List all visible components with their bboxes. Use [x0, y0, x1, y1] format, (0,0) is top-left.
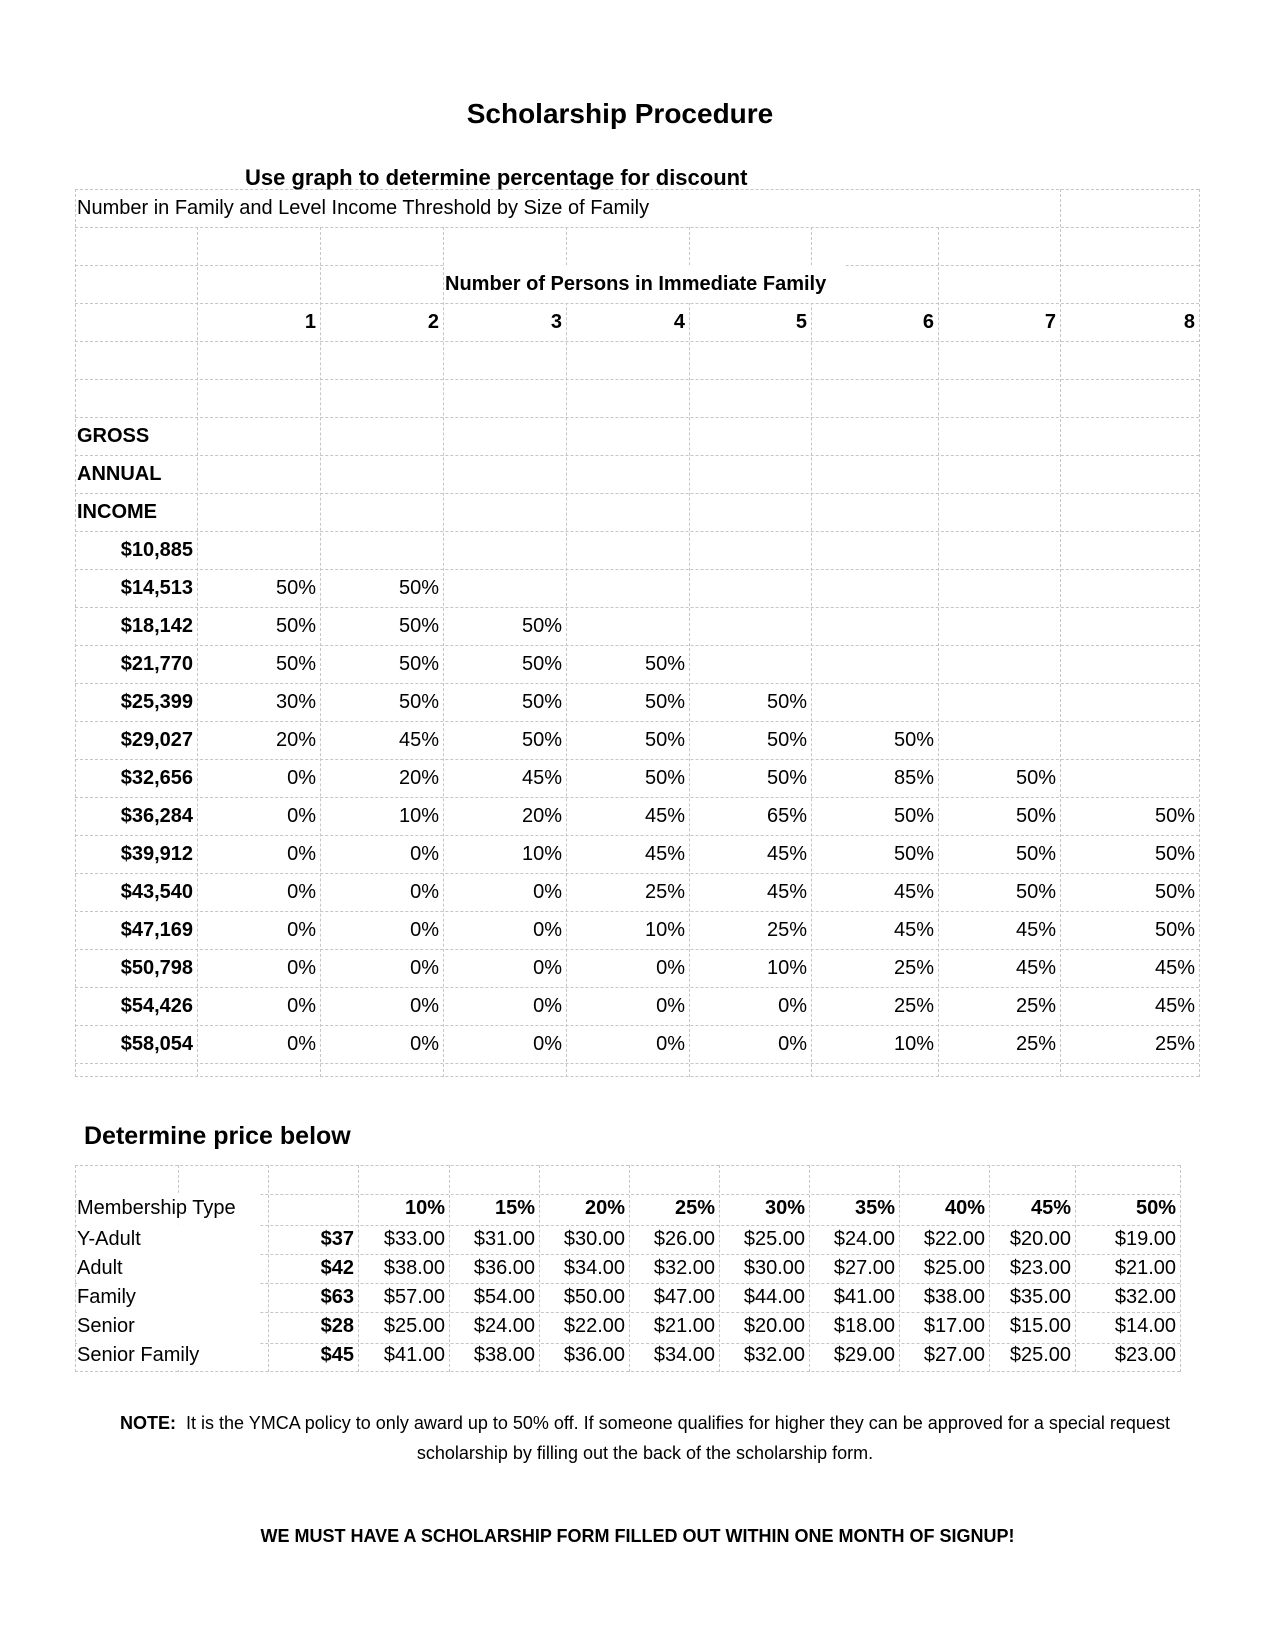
- discount-percent: 25%: [644, 881, 685, 903]
- discounted-price: $22.00: [923, 1228, 985, 1250]
- discount-percent: 25%: [1154, 1033, 1195, 1055]
- discount-percent: 85%: [893, 767, 934, 789]
- discounted-price: $20.00: [1009, 1228, 1071, 1250]
- discount-column-header: 50%: [1135, 1197, 1176, 1219]
- discount-percent: [1060, 531, 1195, 569]
- family-size-1: 1: [304, 311, 316, 333]
- discounted-price: $26.00: [653, 1228, 715, 1250]
- discount-percent: 50%: [766, 691, 807, 713]
- discount-percent: 45%: [766, 843, 807, 865]
- discount-percent: 50%: [644, 691, 685, 713]
- base-price: $37: [320, 1228, 354, 1250]
- grid-line: [1180, 1165, 1181, 1372]
- policy-note: [80, 1408, 1210, 1468]
- discount-percent: 45%: [766, 881, 807, 903]
- discount-percent: 0%: [287, 843, 316, 865]
- discount-percent: 0%: [656, 1033, 685, 1055]
- discount-column-header: 10%: [404, 1197, 445, 1219]
- discounted-price: $27.00: [923, 1344, 985, 1366]
- discount-column-header: 20%: [584, 1197, 625, 1219]
- grid-line: [75, 341, 1199, 342]
- discounted-price: $44.00: [743, 1286, 805, 1308]
- income-threshold: $54,426: [120, 995, 193, 1017]
- discount-percent: 50%: [766, 767, 807, 789]
- discount-percent: 30%: [275, 691, 316, 713]
- discounted-price: $20.00: [743, 1315, 805, 1337]
- discount-percent: 20%: [275, 729, 316, 751]
- income-threshold: $14,513: [120, 577, 193, 599]
- discount-percent: 0%: [410, 919, 439, 941]
- discount-percent: [811, 645, 934, 683]
- discounted-price: $25.00: [383, 1315, 445, 1337]
- grid-line: [75, 455, 1199, 456]
- income-threshold: $50,798: [120, 957, 193, 979]
- discount-percent: 0%: [410, 1033, 439, 1055]
- discounted-price: $41.00: [833, 1286, 895, 1308]
- income-label-line: INCOME: [77, 501, 157, 523]
- discount-percent: 50%: [398, 615, 439, 637]
- discount-percent: 50%: [1015, 767, 1056, 789]
- discount-percent: 50%: [644, 653, 685, 675]
- discounted-price: $21.00: [1114, 1257, 1176, 1279]
- discounted-price: $27.00: [833, 1257, 895, 1279]
- discount-percent: 0%: [533, 881, 562, 903]
- base-price: $42: [320, 1257, 354, 1279]
- grid-line: [75, 1165, 76, 1372]
- discount-percent: [443, 569, 562, 607]
- discount-percent: [689, 531, 807, 569]
- income-label-line: GROSS: [77, 425, 150, 447]
- income-threshold: $18,142: [120, 615, 193, 637]
- discount-percent: 25%: [766, 919, 807, 941]
- discount-percent: 50%: [644, 767, 685, 789]
- discount-percent: 20%: [398, 767, 439, 789]
- discount-percent: [1060, 645, 1195, 683]
- discount-percent: 0%: [410, 957, 439, 979]
- discount-percent: [566, 607, 685, 645]
- discount-percent: 45%: [1015, 919, 1056, 941]
- grid-line: [75, 1165, 1180, 1166]
- discount-percent: 10%: [644, 919, 685, 941]
- discount-percent: 45%: [1154, 995, 1195, 1017]
- discount-percent: 0%: [778, 1033, 807, 1055]
- discount-percent: [811, 683, 934, 721]
- discount-column-header: 35%: [854, 1197, 895, 1219]
- discounted-price: $23.00: [1114, 1344, 1176, 1366]
- income-threshold: $36,284: [120, 805, 193, 827]
- discounted-price: $17.00: [923, 1315, 985, 1337]
- grid-line: [75, 227, 1199, 228]
- discount-percent: 50%: [1154, 843, 1195, 865]
- discount-percent: [938, 721, 1056, 759]
- discounted-price: $23.00: [1009, 1257, 1071, 1279]
- discount-percent: 50%: [1154, 881, 1195, 903]
- discount-percent: [689, 645, 807, 683]
- family-size-2: 2: [427, 311, 439, 333]
- discount-percent: 50%: [275, 653, 316, 675]
- discount-percent: 0%: [533, 1033, 562, 1055]
- base-price: $63: [320, 1286, 354, 1308]
- income-threshold: $43,540: [120, 881, 193, 903]
- discounted-price: $30.00: [743, 1257, 805, 1279]
- discount-percent: [689, 569, 807, 607]
- discount-percent: 50%: [275, 615, 316, 637]
- membership-type-header: Membership Type: [77, 1194, 260, 1223]
- discount-percent: 0%: [656, 995, 685, 1017]
- discount-percent: 0%: [533, 995, 562, 1017]
- base-price: $45: [320, 1344, 354, 1366]
- grid-line: [75, 417, 1199, 418]
- membership-type: Senior Family: [77, 1341, 260, 1370]
- discount-percent: [938, 645, 1056, 683]
- discount-percent: 50%: [521, 615, 562, 637]
- discount-percent: [689, 607, 807, 645]
- discounted-price: $33.00: [383, 1228, 445, 1250]
- discount-percent: 50%: [1154, 805, 1195, 827]
- discount-percent: [811, 569, 934, 607]
- discount-percent: [566, 569, 685, 607]
- discount-percent: 50%: [766, 729, 807, 751]
- discount-percent: 0%: [410, 881, 439, 903]
- grid-line: [75, 493, 1199, 494]
- discount-percent: [938, 531, 1056, 569]
- discount-percent: 50%: [521, 653, 562, 675]
- discount-percent: 45%: [1154, 957, 1195, 979]
- grid-line: [75, 379, 1199, 380]
- discount-column-header: 25%: [674, 1197, 715, 1219]
- discount-percent: 65%: [766, 805, 807, 827]
- income-label-line: ANNUAL: [77, 463, 162, 485]
- discounted-price: $22.00: [563, 1315, 625, 1337]
- discount-percent: 50%: [398, 653, 439, 675]
- income-threshold: $32,656: [120, 767, 193, 789]
- discount-percent: [1060, 607, 1195, 645]
- discount-percent: 25%: [893, 957, 934, 979]
- discounted-price: $57.00: [383, 1286, 445, 1308]
- table-instruction: Use graph to determine percentage for discount: [245, 165, 748, 190]
- discount-percent: 0%: [533, 919, 562, 941]
- discount-column-header: 40%: [944, 1197, 985, 1219]
- membership-type: Y-Adult: [77, 1225, 260, 1254]
- grid-line: [75, 1063, 1199, 1064]
- income-threshold: $21,770: [120, 653, 193, 675]
- discount-percent: [566, 531, 685, 569]
- discounted-price: $18.00: [833, 1315, 895, 1337]
- discount-percent: 0%: [778, 995, 807, 1017]
- discounted-price: $41.00: [383, 1344, 445, 1366]
- discount-percent: 45%: [644, 843, 685, 865]
- table-caption: Number in Family and Level Income Threshold by Size of Family: [77, 197, 650, 219]
- page-title: Scholarship Procedure: [466, 98, 774, 129]
- discount-percent: 50%: [893, 843, 934, 865]
- discount-percent: 0%: [287, 1033, 316, 1055]
- discounted-price: $30.00: [563, 1228, 625, 1250]
- discount-percent: 50%: [1154, 919, 1195, 941]
- discount-percent: [320, 531, 439, 569]
- grid-line: [75, 1076, 1199, 1077]
- income-threshold-table: [75, 189, 1199, 1077]
- discount-percent: [443, 531, 562, 569]
- discounted-price: $32.00: [743, 1344, 805, 1366]
- discount-percent: [811, 531, 934, 569]
- discounted-price: $54.00: [473, 1286, 535, 1308]
- discounted-price: $14.00: [1114, 1315, 1176, 1337]
- discount-percent: 10%: [893, 1033, 934, 1055]
- discounted-price: $36.00: [563, 1344, 625, 1366]
- discount-percent: 0%: [287, 805, 316, 827]
- discount-percent: 20%: [521, 805, 562, 827]
- discount-percent: 0%: [656, 957, 685, 979]
- discount-percent: 25%: [1015, 995, 1056, 1017]
- family-size-8: 8: [1183, 311, 1195, 333]
- discount-percent: 50%: [521, 729, 562, 751]
- discount-percent: 50%: [893, 729, 934, 751]
- discount-percent: 0%: [287, 767, 316, 789]
- price-section-heading: Determine price below: [84, 1122, 351, 1150]
- discount-percent: 50%: [1015, 881, 1056, 903]
- discounted-price: $32.00: [653, 1257, 715, 1279]
- discounted-price: $29.00: [833, 1344, 895, 1366]
- discount-percent: 10%: [398, 805, 439, 827]
- discounted-price: $38.00: [473, 1344, 535, 1366]
- discount-percent: 45%: [893, 919, 934, 941]
- discounted-price: $32.00: [1114, 1286, 1176, 1308]
- discount-percent: [1060, 569, 1195, 607]
- income-threshold: $10,885: [120, 539, 193, 561]
- family-size-4: 4: [673, 311, 685, 333]
- discount-percent: [1060, 683, 1195, 721]
- discount-percent: 50%: [1015, 843, 1056, 865]
- discounted-price: $36.00: [473, 1257, 535, 1279]
- discount-percent: 0%: [287, 957, 316, 979]
- discounted-price: $15.00: [1009, 1315, 1071, 1337]
- discounted-price: $34.00: [653, 1344, 715, 1366]
- discounted-price: $50.00: [563, 1286, 625, 1308]
- membership-type: Family: [77, 1283, 260, 1312]
- discount-percent: 0%: [410, 995, 439, 1017]
- discounted-price: $34.00: [563, 1257, 625, 1279]
- discount-percent: [938, 607, 1056, 645]
- base-price: $28: [320, 1315, 354, 1337]
- discount-percent: 50%: [1015, 805, 1056, 827]
- income-threshold: $39,912: [120, 843, 193, 865]
- discount-percent: [1060, 759, 1195, 797]
- discount-percent: 25%: [1015, 1033, 1056, 1055]
- discount-percent: 0%: [410, 843, 439, 865]
- discount-percent: 45%: [398, 729, 439, 751]
- discount-percent: 45%: [893, 881, 934, 903]
- discount-percent: 45%: [644, 805, 685, 827]
- income-threshold: $47,169: [120, 919, 193, 941]
- discounted-price: $25.00: [1009, 1344, 1071, 1366]
- income-threshold: $25,399: [120, 691, 193, 713]
- discounted-price: $38.00: [383, 1257, 445, 1279]
- discounted-price: $24.00: [473, 1315, 535, 1337]
- discount-percent: 0%: [287, 881, 316, 903]
- discounted-price: $25.00: [743, 1228, 805, 1250]
- discount-percent: 45%: [1015, 957, 1056, 979]
- family-size-7: 7: [1044, 311, 1056, 333]
- discounted-price: $21.00: [653, 1315, 715, 1337]
- footer-notice: WE MUST HAVE A SCHOLARSHIP FORM FILLED OUT WITHIN ONE MONTH OF SIGNUP!: [260, 1526, 1015, 1546]
- family-size-header: Number of Persons in Immediate Family: [445, 265, 845, 303]
- discounted-price: $24.00: [833, 1228, 895, 1250]
- discount-percent: [938, 683, 1056, 721]
- discount-percent: 50%: [398, 577, 439, 599]
- membership-price-table: [75, 1165, 1180, 1372]
- discount-percent: [811, 607, 934, 645]
- family-size-3: 3: [550, 311, 562, 333]
- grid-line: [1199, 189, 1200, 1077]
- discount-percent: 50%: [644, 729, 685, 751]
- note-label: NOTE:: [120, 1413, 177, 1433]
- membership-type: Senior: [77, 1312, 260, 1341]
- grid-line: [75, 1371, 1180, 1372]
- discount-percent: 0%: [533, 957, 562, 979]
- discount-percent: 45%: [521, 767, 562, 789]
- income-threshold: $29,027: [120, 729, 193, 751]
- discounted-price: $38.00: [923, 1286, 985, 1308]
- discounted-price: $35.00: [1009, 1286, 1071, 1308]
- discount-percent: 50%: [398, 691, 439, 713]
- discount-percent: [1060, 721, 1195, 759]
- family-size-5: 5: [795, 311, 807, 333]
- discount-percent: [938, 569, 1056, 607]
- discount-percent: [197, 531, 316, 569]
- family-size-6: 6: [922, 311, 934, 333]
- discounted-price: $31.00: [473, 1228, 535, 1250]
- discount-column-header: 45%: [1030, 1197, 1071, 1219]
- discount-percent: 0%: [287, 995, 316, 1017]
- discount-percent: 0%: [287, 919, 316, 941]
- membership-type: Adult: [77, 1254, 260, 1283]
- discount-column-header: 15%: [494, 1197, 535, 1219]
- discount-percent: 50%: [275, 577, 316, 599]
- discount-percent: 10%: [766, 957, 807, 979]
- note-text: It is the YMCA policy to only award up to 50% off. If someone qualifies for higher they can be approved for a special request scholarship by filling out the back of the scholarship form.: [186, 1413, 1170, 1463]
- discount-percent: 25%: [893, 995, 934, 1017]
- discount-percent: 50%: [521, 691, 562, 713]
- discounted-price: $19.00: [1114, 1228, 1176, 1250]
- discounted-price: $47.00: [653, 1286, 715, 1308]
- discount-column-header: 30%: [764, 1197, 805, 1219]
- discounted-price: $25.00: [923, 1257, 985, 1279]
- discount-percent: 10%: [521, 843, 562, 865]
- income-threshold: $58,054: [120, 1033, 193, 1055]
- discount-percent: 50%: [893, 805, 934, 827]
